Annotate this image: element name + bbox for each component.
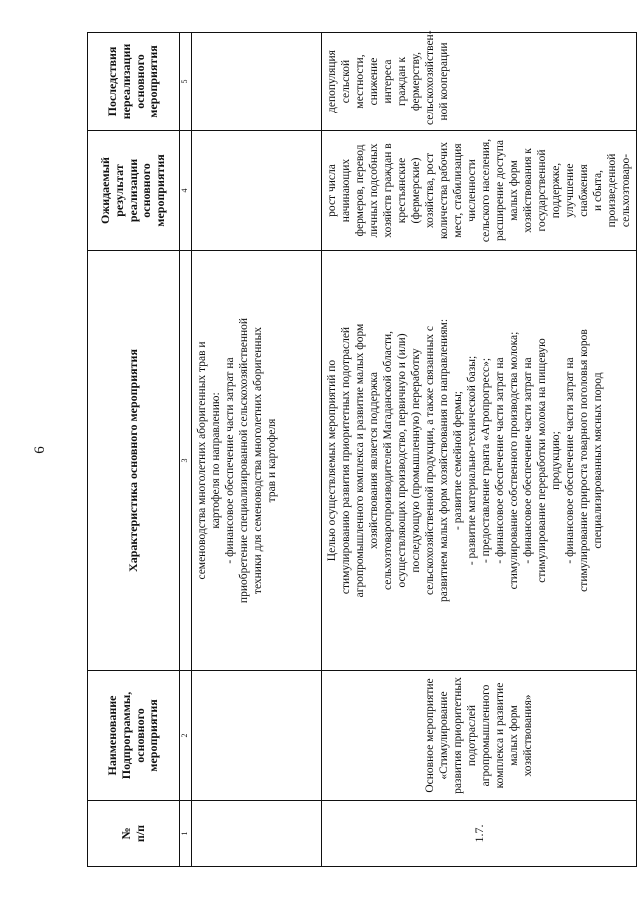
header-expected-result [88,131,180,251]
text-line: картофеля по направлению: [210,392,223,529]
text-line: начинающих [340,158,353,223]
text-line: сельской [340,59,353,104]
text-line: малых форм [508,705,521,766]
row-number: 1.7. [322,801,637,867]
column-number: 3 [180,251,192,671]
text-line: приобретение специализированной сельскохозяйственной [238,317,251,604]
text-line: (фермерские) [410,157,423,224]
text-line: «Стимулирование [438,691,451,780]
column-number: 5 [180,33,192,131]
text-line: количества рабочих [438,142,451,239]
text-line: крестьянские [396,157,409,224]
text-line: малых форм [508,160,521,221]
page-number: 6 [32,446,48,454]
text-line: улучшение снабжения [564,163,591,218]
column-number: 4 [180,131,192,251]
text-line: стимулированию развития приоритетных подотраслей [340,326,353,595]
text-line: - финансовое обеспечение части затрат на [224,357,237,564]
row-consequences [322,30,637,131]
text-line: хозяйства, рост [424,152,437,229]
text-line: развитием малых форм хозяйствования по направлениям: [438,318,451,603]
text-line: поддержке, [550,162,563,219]
header-name-text: Наименование Подпрограммы, основного мероприятия [104,691,161,780]
text-line: продукцию; [550,431,563,490]
header-characteristic-text: Характеристика основного мероприятия [125,349,140,572]
text-line: техники для семеноводства многолетних аборигенных [252,326,265,595]
text-line: местности, [354,54,367,109]
row-number [192,801,322,867]
text-line: депопуляция [326,50,338,113]
text-line: фермеров, перевод [354,144,367,237]
text-line: хозяйствования» [522,694,535,777]
row-characteristic [322,251,637,671]
text-line: сельскохозяйственной продукции, а также связанных с [424,325,437,596]
text-line: мест, стабилизация [452,143,465,238]
text-line: - развитие материально-технической базы; [466,355,479,566]
text-line: сельскохозяйствен- [424,30,437,125]
text-line: трав и картофеля [266,418,279,503]
text-line: произведенной [606,153,619,228]
table-row [192,33,322,867]
text-line: - финансовое обеспечение части затрат на [494,357,507,564]
header-expected-text: Ожидаемый результат реализации основного мероприятия [98,154,168,227]
text-line: - развитие семейной фермы; [452,391,465,530]
text-line: осуществляющих производство, первичную и (или) [396,333,409,588]
header-consequences [88,33,180,131]
row-name [192,671,322,801]
text-line: граждан к [396,56,409,107]
header-consequences-text: Последствия нереализации основного мероприятия [104,43,161,120]
header-name [88,671,180,801]
row-consequences [192,33,322,131]
text-line: хозяйствования к [522,148,535,233]
text-line: численности [466,159,479,222]
text-line: сельхозтоваропроизводителей Магаданской области, [382,330,395,591]
text-line: комплекса и развитие [494,682,507,789]
text-line: расширение доступа [494,140,507,241]
row-expected-result [192,131,322,251]
column-number-row [180,33,192,867]
row-name [322,671,637,801]
header-characteristic [88,251,180,671]
text-line: Целью осуществляемых мероприятий по [326,359,338,562]
text-line: сельхозтоваро- [620,153,633,228]
document-page [30,15,633,885]
header-no-text: № п/п [118,824,147,843]
text-line: хозяйств граждан в [382,143,395,238]
text-line: стимулирование переработки молока на пищевую [536,338,549,583]
text-line: развития приоритетных [452,677,465,794]
text-line: Основное мероприятие [424,678,437,793]
header-no [88,801,180,867]
text-line: стимулирование прироста товарного поголовья коров [578,329,591,592]
text-line: сельского населения, [480,138,493,243]
table-row [322,33,637,867]
row-characteristic [192,251,322,671]
table-header-row [88,33,180,867]
text-line: хозяйствования является поддержка [368,372,381,549]
text-line: - предоставление гранта «Агропрогресс»; [480,357,493,564]
measures-table [87,32,637,867]
text-line: ной кооперации [438,42,451,121]
column-number: 2 [180,671,192,801]
text-line: снижение интереса [368,57,395,106]
text-line: стимулирование собственного производства молока; [508,331,521,590]
text-line: фермерству, [410,52,423,111]
text-line: рост числа [326,164,338,217]
text-line: и сбыта, [592,170,605,211]
column-number: 1 [180,801,192,867]
text-line: личных подсобных [368,143,381,238]
text-line: агропромышленного [480,684,493,787]
text-line: - финансовое обеспечение части затрат на [564,357,577,564]
text-line: агропромышленного комплекса и развитие малых форм [354,323,367,598]
text-line: семеноводства многолетних аборигенных трав и [196,341,208,580]
text-line: подотраслей [466,704,479,767]
text-line: последующую (промышленную) переработку [410,348,423,573]
text-line: государственной [536,149,549,232]
row-expected-result [322,131,637,251]
text-line: - финансовое обеспечение части затрат на [522,357,535,564]
text-line: специализированных мясных пород [592,372,605,549]
